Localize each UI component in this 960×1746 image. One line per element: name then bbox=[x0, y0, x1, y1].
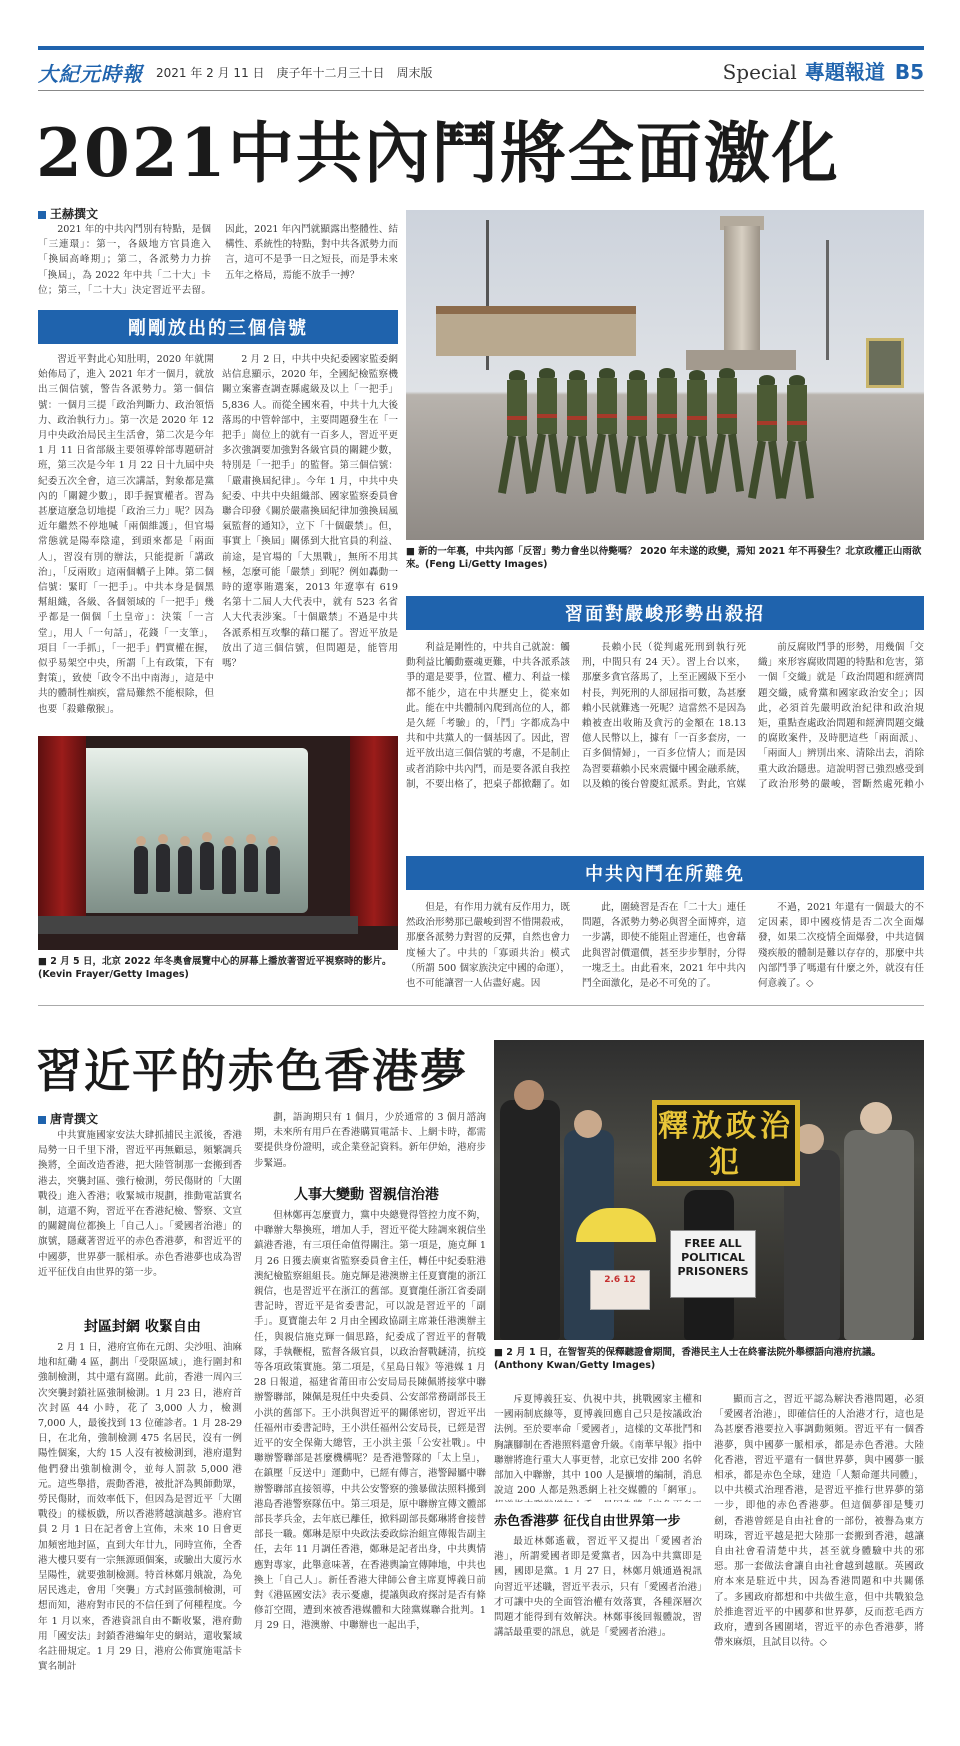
article1-body2a bbox=[406, 640, 570, 792]
article1-body2b-text: 長賴小民（從判處死刑到執行死刑，中間只有 24 天）。習上台以來，那麼多貪官落馬了，上至正國級下至小村長，判死刑的人卻屈指可數，為甚麼賴小民就難逃一死呢？這當然不是因為賴被查出收賄及貪污的金額在 18.13 億人民幣以上，據有「一百多套房，一百多個情婦」，一百多位情人；而是因為習要藉賴小民來震懾中國金融系統，以及賴的後台曾慶紅派系。對此，官媒 bbox=[582, 642, 746, 790]
article2-intro-text: 中共實施國家安法大肆抓捕民主派後，香港局勢一日千里下滑，習近平再無顧忌，頻繁調兵換將，全面改造香港，把大陸管制那一套搬到香港去，突襲封區、強行檢測，勞民傷財的「大圍戰役」進入香港；收緊城市規劃，推動電話實名制，這還不夠，習近平在香港紀檢、警察、文宣的關鍵崗位都換上「自己人」。「愛國者治港」的旗號，隱藏著習近平的赤色香港夢，和習近平的中國夢，世界夢一脈相承。赤色香港夢也成為習近平征伐自由世界的第一步。 bbox=[38, 1130, 242, 1278]
article2-body1-text: 2 月 1 日，港府宣佈在元朗、尖沙咀、油麻地和紅磡 4 區，劃出「受限區域」，進行圍封和強制檢測，其中還有窩圍。此前，香港一周內三次突襲封鎖社區強制檢測。1 月 23 日，港府首次封區 44 小時，花了 3,000 人力，檢測 7,000 人，最後找到 13 位確診者。1 月 28-29 日，在北角，強制檢測 475 名居民，沒有一例陽性個案，大約 15 人沒有被檢測到，港府還對他們發出強制檢測令，並每人罰款 5,000 港元。這些舉措，震動香港，被批評為興師動眾，勞民傷財，而效率低下，但因為是習近平「大圍戰役」的樣板戲，所以香港將越演越多。港府官員 2 月 1 日在記者會上宣佈，未來 10 日會更加頻密地封區，直到大年廿九，同時宣佈，全香港大樓只要有一宗無源頭個案，或驗出大廈污水呈陽性，就要強制檢測。特首林鄭月娥說，為免居民逃走，會用「突襲」方式封區強制檢測，可想而知，港府對市民的不信任到了何種程度。今年 1 月以來，香港資訊自由不斷收緊，港府動用「國安法」封鎖香港編年史的網站，還收緊域名註冊規定。1 月 29 日，港府公佈實施電話卡實名制計 bbox=[38, 1342, 242, 1673]
article1-intro-text: 2021 年的中共內鬥別有特點，是個「三連環」：第一，各級地方官員進入「換屆高峰期」；第二，各派勢力力拚「換屆」，為 2022 年中共「二十大」卡位；第三，「二十大」決定習近平去留。因此，2021 年內鬥就顯露出整體性、結構性、系統性的特點，對中共各派勢力而言，這可不是爭一日之短長，而是爭未來五年之格局，焉能不放手一搏？ bbox=[38, 224, 398, 296]
article1-body3b bbox=[582, 900, 746, 992]
protest-sign: 釋放政治犯 bbox=[652, 1100, 800, 1186]
section-cn: 專題報道 bbox=[804, 60, 885, 84]
article1-body3b-text: 此，圍繞習是否在「二十大」連任問題，各派勢力勢必與習全面博弈，這一步講，即使不能阻止習連任，也會藉此與習討價還價，甚至步步掣肘，分得一塊乏土。由此看來，2021 年中共內鬥全面激化，是必不可免的了。 bbox=[582, 902, 746, 990]
article1-body2b bbox=[582, 640, 746, 792]
article1-body3c bbox=[758, 900, 924, 992]
photo-exhibit-screen bbox=[38, 736, 398, 950]
page-number: B5 bbox=[894, 60, 924, 84]
article2-body5-text: 最近林鄭遙載，習近平又提出「愛國者治港」，所謂愛國者即是愛黨者，因為中共黨即是國，國即是黨。1 月 27 日，林鄭月娥通過視訊向習近平述職，習近平表示，只有「愛國者治港」才可讓中央的全面管治權有效落實，各種深層次問題才能得到有效解決。林鄭事後回報體說，習講話最重要的訊息，就是「愛國者治港」。 bbox=[494, 1536, 702, 1639]
article1-intro bbox=[38, 222, 398, 300]
article1-body1b-text: 2 月 2 日，中共中央紀委國家監委網站信息顯示，2020 年，全國紀檢監察機關立案審查調查縣處級及以上「一把手」5,836 人。而從全國來看，中共十九大後落馬的中管幹部中，主要問題發生在「一把手」崗位上的就有一百多人，習近平更多次強調要加強對各級官員的關鍵少數，特別是「一把手」的監督。第三個信號：「嚴肅換屆紀律」。今年 1 月，中共中央紀委、中共中央組織部、國家監察委員會聯合印發《關於嚴肅換屆紀律加強換屆風氣監督的通知》，立下「十個嚴禁」。但，事實上「換屆」關係到大批官員的利益、前途，是官場的「大黑戰」，無所不用其極，怎麼可能「嚴禁」到呢？例如轟動一時的遼寧賄選案，2013 年遼寧有 619 名第十二屆人大代表中，就有 523 名省人大代表涉案。「十個嚴禁」不過是中共各派系相互攻擊的藉口罷了。習近平放是放出了這三個信號，但問題是，能管用嗎？ bbox=[222, 354, 398, 670]
article2-body6-text: 顯而言之，習近平認為解決香港問題，必須「愛國者治港」，即確信任的人治港才行，這也是為甚麼香港要拉入事調動頻頻。習近平有一個香港夢，與中國夢一脈相承，都是赤色香港。大陸化香港，習近平還有一個世界夢，與中國夢一脈相承，都是赤色全球，建造「人類命運共同體」，以中共模式治理香港，是習近平推行世界夢的第一步，即他的赤色香港夢。但這個夢卻是雙刃劍，香港曾經是自由社會的一部份，被譽為東方明珠，習近平越是把大陸那一套搬到香港，越讓自由社會看清楚中共，甚至就身體驗中共的邪惡。那一套做法會讓自由社會越到越厭。英國政府本來是駐近中共，因為香港問題和中共關係了。多國政府都想和中共做生意，但中共戰狼急於推進習近平的中國夢和世界夢，反而惹毛西方政府，遭到各國圍堵，習近平的赤色香港夢，將帶來麻煩，且試目以待。◇ bbox=[714, 1394, 924, 1649]
article2-body5 bbox=[494, 1534, 702, 1740]
article1-banner1: 剛剛放出的三個信號 bbox=[38, 310, 398, 344]
masthead bbox=[38, 56, 924, 86]
article1-headline: 2021中共內鬥將全面激化 bbox=[36, 114, 840, 192]
photo1-caption: ■ 新的一年裏，中共內部「反習」勢力會坐以待斃嗎？ 2020 年未遂的政變，焉知 2021 年不再發生？北京政權正山雨欲來。(Feng Li/Getty Images) bbox=[406, 545, 924, 571]
article2-byline: 唐青撰文 bbox=[38, 1110, 98, 1127]
article2-body3-text: 但林鄭再怎麼賣力，黨中央總覺得管控力度不夠，中聯辦大舉換班，增加人手，習近平從大陸調來親信坐鎮港香港，有三項任命值得關注。第一項是，施克輝 1 月 26 日獲去廣東省監察委員會主任，轉任中紀委駐港澳紀檢監察組組長。施克輝是港澳辦主任夏寶龍的浙江親信，也是習近平在浙江的舊部。夏寶龍任浙江省委副書記時，習近平是省委書記，可以說是習近平的「副手」。夏寶龍去年 2 月由全國政協副主席兼任港澳辦主任，與親信施克輝一個思路，紀委成了習近平的督戰隊，手執鞭棍，監督各級官員，以政治督戰鏈清，抗疫等各項政策實施。第二項是，《星島日報》等港媒 1 月 28 日報道，福建省莆田市公安局局長陳佩將接掌中聯辦警聯部，陳佩是現任中央委員、公安部常務副部長王小洪的舊部下。王小洪與習近平的關係密切，習近平出任福州市委書記時，王小洪任福州公安局長，已經是習近平的安全保衛大總管，王小洪主張「公安社戰」。中聯辦警聯部是甚麼機構呢？是香港警隊的「太上皇」，在鎮壓「反送中」運動中，已經有傳言，港警歸屬中聯辦警聯部直接領導，中共公安警察的強暴做法照料搬到港島香港警察隊伍中。第三項是，原中聯辦宣傳文體部部長孝兵金，去年底已離任，掀料副部長鄭琳將會接替部長一職。鄭琳是原中央政法委政綜治組宣傳報告副主任，去年 11 月調任香港，鄭琳是記者出身，中共輿情應對專家，此舉意味著，在香港輿論宣傳陣地，中共也換上「自己人」。新任香港大律師公會主席夏博義日前對《港區國安法》表示憂慮，提議與政府探討是否有條修訂空間，遭到來被香港媒體和大陸黨媒聯合批判。1 月 29 日，港澳辦、中聯辦也一起出手， bbox=[254, 1210, 486, 1632]
article1-body3a-text: 但是，有作用力就有反作用力，既然政治形勢那已嚴峻到習不惜開殺戒，那麼各派勢力對習的反彈，自然也會力度極大了。中共的「寡頭共治」模式（所謂 500 個家族決定中國的命運），也不可能讓習一人佔盡好處。因 bbox=[406, 902, 570, 990]
newspaper-logo: 大紀元時報 bbox=[38, 62, 143, 86]
article1-body2a-text: 利益是剛性的，中共自己就說：觸動利益比觸動靈魂更難，中共各派系該爭的還是要爭，位置、權力、利益一樣都不能少，這在中共歷史上，從來如此。能在中共體制內爬到高位的人，都是久經「考驗」的，「鬥」字都成為中共和中共黨人的一個基因了。因此，習近平放出這三個信號的考慮，不是制止或者消除中共內鬥，而是要各派自我控制，不要出格了，把桌子都掀翻了。如 bbox=[406, 642, 570, 790]
photo3-caption: ■ 2 月 1 日，在智智英的保釋聽證會期間，香港民主人士在終審法院外舉標語向港府抗議。(Anthony Kwan/Getty Images) bbox=[494, 1346, 924, 1372]
article2-body4-text: 斥夏博義狂妄、仇視中共，挑戰國家主權和一國兩制底線等，夏博義回應自己只是按議政治法例。至於要率命「愛國者」，這樣的文革批鬥和胸讓腳制在香港照料還會升級。《南華早報》指中聯辦將進行重大人事更替，北京已安排 200 名幹部加入中聯辦，其中 100 人是擴增的編制，消息說這 200 人都是熟悉網上社交媒體的「網軍」。 bbox=[494, 1394, 702, 1497]
article2-subhead2: 人事大變動 習親信治港 bbox=[294, 1187, 439, 1203]
photo2-caption: ■ 2 月 5 日，北京 2022 年冬奧會展覽中心的屏幕上播放著習近平視察時的影片。(Kevin Frayer/Getty Images) bbox=[38, 955, 398, 981]
article1-banner3: 中共內鬥在所難免 bbox=[406, 856, 924, 890]
article2-body3 bbox=[254, 1208, 486, 1740]
article2-intro bbox=[38, 1128, 242, 1308]
article1-body1a-text: 習近平對此心知肚明，2020 年就開始佈局了，進入 2021 年才一個月，就放出三個信號，警告各派勢力。第一個信號：一個月三提「政治判斷力、政治領悟力、政治執行力」。第一次是 2020 年 12 月中央政治局民主生活會，第二次是今年 1 月 11 日省部級主要領導幹部專題研討班，第三次是今年 1 月 22 日十九屆中央紀委五次全會，這三次講話，對象都是黨內的「關鍵少數」，即手握實權者。習為甚麼這麼急切地提「政治三力」呢？因為近年繼然不停地喊「兩個維護」，但官場常態就是陽奉陰違，到頭來都是「兩面人」，習沒有別的辦法，只能提新「講政治」，「反兩敗」這兩個轎子上陣。第二個信號：緊盯「一把手」。中共本身是個黑幫組織，各級、各個領域的「一把手」幾乎都是一個個「土皇帝」：決策「一言堂」，用人「一句話」，花錢「一支筆」，項目「一手抓」，「一把手」們實權在握，似乎易架空中央，所謂「上有政策，下有對策」，致使「政令不出中南海」，這是中共的體制性痼疾，當局難然不能根除，但也要「殺雞儆猴」。 bbox=[38, 354, 214, 715]
photo-tiananmen-parade bbox=[406, 210, 924, 540]
dateline: 2021 年 2 月 11 日 庚子年十二月三十日 周末版 bbox=[156, 66, 433, 80]
top-rule bbox=[38, 46, 924, 50]
article2-body2 bbox=[254, 1110, 486, 1176]
article1-banner2: 習面對嚴峻形勢出殺招 bbox=[406, 596, 924, 630]
article1-body2c-text: 前反腐敗鬥爭的形勢，用幾個「交織」來形容腐敗問題的特點和危害，第一個「交織」就是「政治問題和經濟問題交織，威脅黨和國家政治安全」；因此，必須首先嚴明政治紀律和政治規矩，重點查處政治問題和經濟問題交織的腐敗案件，及時肥這些「兩面派」、「兩面人」辨別出來、清除出去，消除重大政治隱患。這說明習已強烈感受到了政治形勢的嚴峻，習斷然處死賴小 bbox=[758, 642, 924, 790]
article1-body2c bbox=[758, 640, 924, 792]
article1-body1b bbox=[222, 352, 398, 742]
article2-body6 bbox=[714, 1392, 924, 1740]
photo-hk-protest bbox=[494, 1040, 924, 1340]
article2-body2-text: 劃，語詢期只有 1 個月，少於通常的 3 個月諮詢期，未來所有用戶在香港購買電話卡、上網卡時，都需要提供身份證明，或企業登記資料。新年伊始，港府步步緊逼。 bbox=[254, 1112, 486, 1169]
masthead-rule bbox=[38, 90, 924, 91]
article2-body4 bbox=[494, 1392, 702, 1502]
article1-body3a bbox=[406, 900, 570, 992]
article2-subhead3: 赤色香港夢 征伐自由世界第一步 bbox=[494, 1514, 681, 1529]
article1-body3c-text: 不過，2021 年還有一個最大的不定因素，即中國疫情是否二次全面爆發，如果二次疫情全面爆發，中共這個殘疾般的體制是難以存存的，那麼中共內部鬥爭了嗎還有什麼之外，就沒有任何意義了。◇ bbox=[758, 902, 924, 990]
article1-body1a bbox=[38, 352, 214, 742]
section-label bbox=[723, 56, 924, 85]
section-en: Special bbox=[722, 60, 797, 84]
article-divider bbox=[38, 1005, 924, 1006]
article1-byline: 王赫撰文 bbox=[38, 205, 98, 222]
article2-subhead1: 封區封網 收緊自由 bbox=[84, 1319, 201, 1335]
protest-placard: FREE ALL POLITICAL PRISONERS bbox=[670, 1230, 756, 1298]
article2-body1 bbox=[38, 1340, 242, 1740]
article2-headline: 習近平的赤色香港夢 bbox=[36, 1044, 468, 1098]
protest-placard-2: 2.6 12 bbox=[590, 1270, 650, 1310]
